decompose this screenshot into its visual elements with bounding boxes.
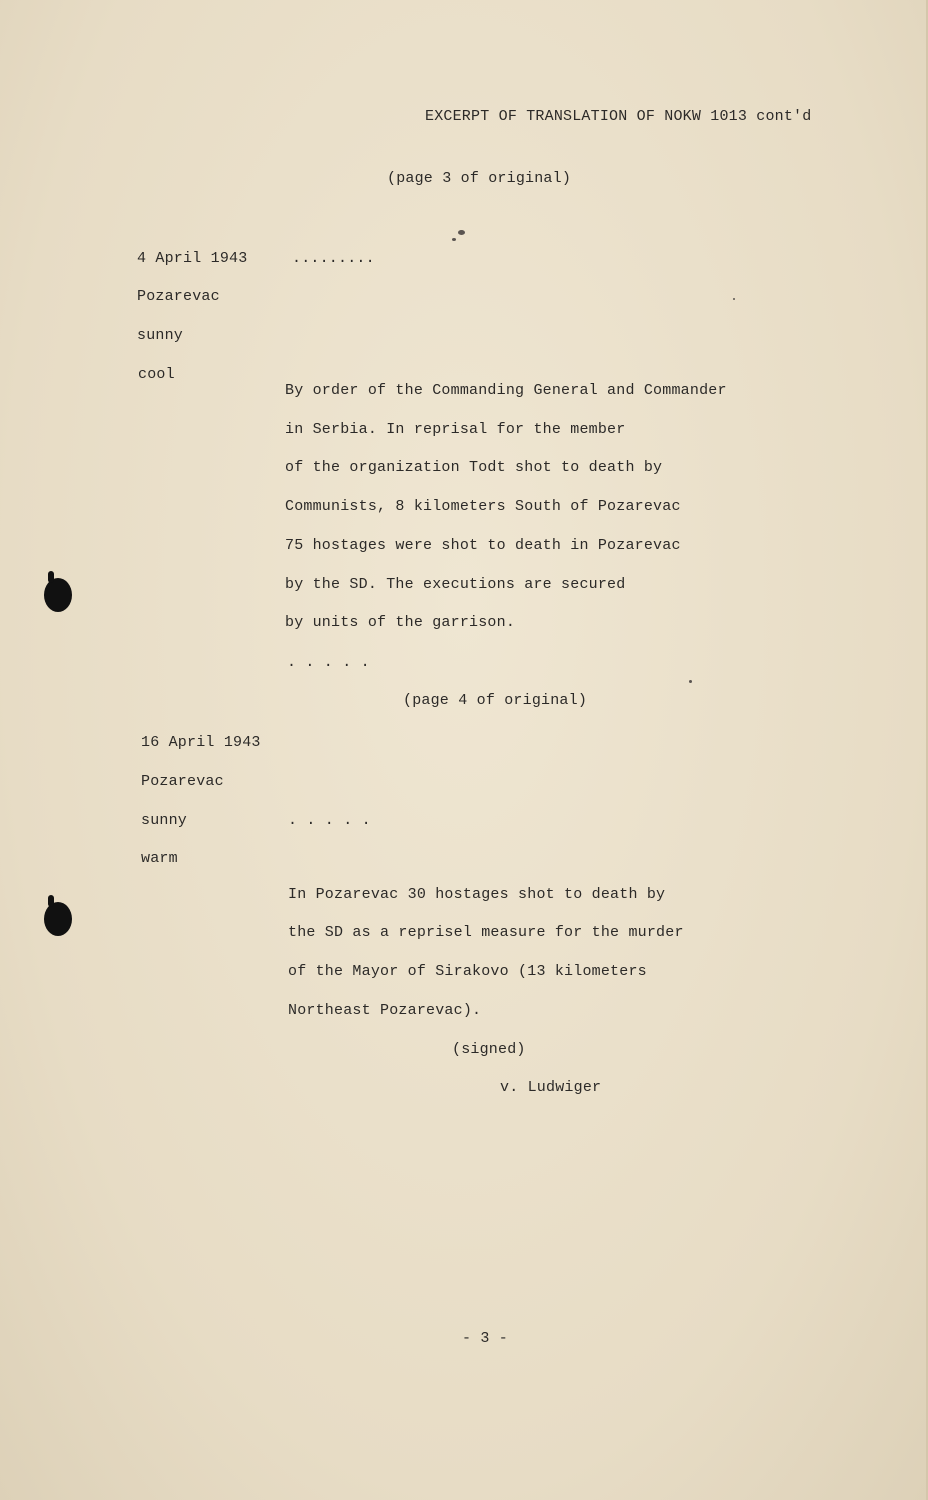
entry2-line: of the Mayor of Sirakovo (13 kilometers bbox=[288, 963, 647, 980]
entry2-line: the SD as a reprisel measure for the murder bbox=[288, 924, 684, 941]
entry1-ellipsis-bottom: . . . . . bbox=[287, 654, 370, 671]
page-reference-4: (page 4 of original) bbox=[403, 692, 588, 709]
entry2-weather-2: warm bbox=[141, 850, 178, 867]
signed-label: (signed) bbox=[452, 1041, 526, 1058]
entry1-line: in Serbia. In reprisal for the member bbox=[285, 421, 626, 438]
signature-name: v. Ludwiger bbox=[500, 1079, 602, 1096]
entry1-ellipsis-top: ......... bbox=[292, 250, 375, 267]
entry1-line: by units of the garrison. bbox=[285, 614, 516, 631]
entry1-weather-1: sunny bbox=[137, 327, 184, 344]
entry1-date: 4 April 1943 bbox=[137, 250, 248, 267]
ink-speck bbox=[458, 230, 465, 235]
ink-speck bbox=[452, 238, 456, 241]
entry1-line: by the SD. The executions are secured bbox=[285, 576, 626, 593]
entry1-line: 75 hostages were shot to death in Pozarevac bbox=[285, 537, 681, 554]
punch-hole bbox=[44, 578, 72, 612]
ink-speck bbox=[733, 298, 735, 300]
entry2-line: Northeast Pozarevac). bbox=[288, 1002, 482, 1019]
entry2-date: 16 April 1943 bbox=[141, 734, 261, 751]
punch-hole bbox=[44, 902, 72, 936]
entry1-line: By order of the Commanding General and Commander bbox=[285, 382, 727, 399]
document-title: EXCERPT OF TRANSLATION OF NOKW 1013 cont'd bbox=[425, 108, 812, 125]
ink-speck bbox=[689, 680, 692, 683]
entry1-weather-2: cool bbox=[138, 366, 175, 383]
entry2-line: In Pozarevac 30 hostages shot to death by bbox=[288, 886, 666, 903]
entry1-line: Communists, 8 kilometers South of Pozarevac bbox=[285, 498, 681, 515]
entry2-weather-1: sunny bbox=[141, 812, 188, 829]
page-number: - 3 - bbox=[462, 1330, 509, 1347]
entry2-ellipsis: . . . . . bbox=[288, 812, 371, 829]
page-reference-3: (page 3 of original) bbox=[387, 170, 572, 187]
entry2-place: Pozarevac bbox=[141, 773, 224, 790]
entry1-line: of the organization Todt shot to death by bbox=[285, 459, 663, 476]
entry1-place: Pozarevac bbox=[137, 288, 220, 305]
